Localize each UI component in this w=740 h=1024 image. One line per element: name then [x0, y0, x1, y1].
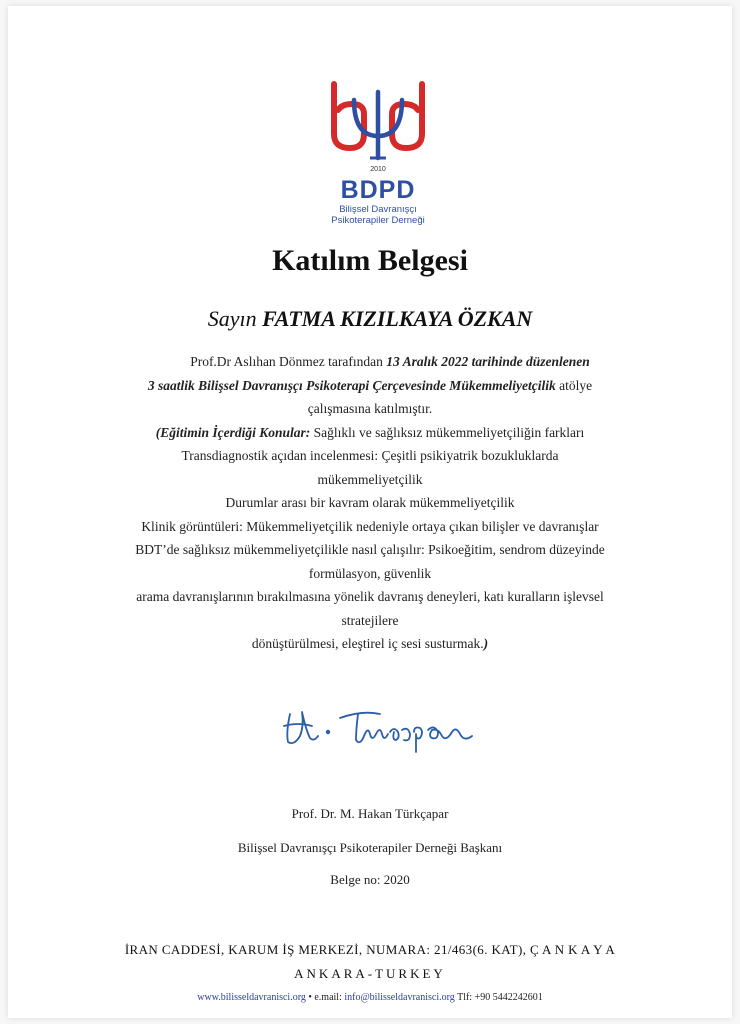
last-topic: dönüştürülmesi, eleştirel iç sesi susturmak.: [251, 636, 484, 651]
signer-role: Bilişsel Davranışçı Psikoterapiler Derneği Başkanı: [237, 840, 503, 855]
body-line-11: arama davranışlarının bırakılmasına yönelik davranış deneyleri, katı kuralların işlevsel: [136, 589, 604, 604]
topics-label: (Eğitimin İçerdiği Konular:: [155, 424, 311, 440]
signature-icon: [276, 696, 496, 756]
body-line-8: Klinik görüntüleri: Mükemmeliyetçilik nedeniyle ortaya çıkan bilişler ve davranışlar: [141, 518, 599, 534]
body-line-5: Transdiagnostik açıdan incelenmesi: Çeşitli psikiyatrik bozukluklarda: [181, 448, 559, 463]
recipient-name: FATMA KIZILKAYA ÖZKAN: [262, 306, 533, 331]
logo-subtitle-line2: Psikoterapiler Derneği: [331, 215, 425, 226]
logo-year: 2010: [370, 166, 386, 173]
event-date: 13 Aralık 2022 tarihinde düzenlenen: [386, 354, 590, 369]
topic-1: Sağlıklı ve sağlıksız mükemmeliyetçiliğin farkları: [310, 424, 585, 440]
body-line-6: mükemmeliyetçilik: [317, 471, 423, 487]
website-link[interactable]: www.bilisseldavranisci.org: [197, 992, 306, 1003]
phone-number: Tlf: +90 5442242601: [454, 992, 543, 1003]
certificate-page: [8, 6, 732, 1018]
body-line-1: [78, 350, 662, 374]
email-label: • e.mail:: [305, 992, 345, 1003]
logo-subtitle-line1: Bilişsel Davranışçı: [339, 204, 417, 215]
logo-abbreviation: BDPD: [340, 176, 416, 204]
document-number: Belge no: 2020: [330, 872, 410, 887]
footer-contact: [8, 992, 732, 1003]
email-link[interactable]: info@bilisseldavranisci.org: [344, 992, 455, 1003]
psi-emblem-icon: [318, 78, 438, 168]
recipient-prefix: Sayın: [207, 306, 257, 331]
body-line-13: [78, 632, 662, 656]
body-line-3: çalışmasına katılmıştır.: [307, 401, 433, 416]
body-line-9: BDT’de sağlıksız mükemmeliyetçilikle nasıl çalışılır: Psikoeğitim, sendrom düzeyinde: [135, 542, 605, 557]
course-title: 3 saatlik Bilişsel Davranışçı Psikoterapi Çerçevesinde Mükemmeliyetçilik: [147, 377, 556, 393]
certificate-title: Katılım Belgesi: [272, 244, 468, 277]
certificate-body: [78, 350, 662, 656]
closing-paren: ): [483, 636, 489, 651]
recipient-line: [8, 306, 732, 332]
workshop-word: atölye: [555, 377, 593, 393]
body-line-12: stratejilere: [341, 612, 399, 628]
body-line-7: Durumlar arası bir kavram olarak mükemmeliyetçilik: [225, 495, 515, 510]
instructor-text: Prof.Dr Aslıhan Dönmez tarafından: [190, 354, 387, 369]
body-line-2: [78, 374, 662, 398]
footer-city: ANKARA-TURKEY: [294, 966, 446, 981]
body-line-4: [78, 421, 662, 445]
body-line-10: formülasyon, güvenlik: [308, 565, 432, 581]
footer-address: İRAN CADDESİ, KARUM İŞ MERKEZİ, NUMARA: 21/463(6. KAT), Ç A N K A Y A: [124, 942, 616, 957]
bdpd-logo: [318, 78, 438, 228]
signer-name: Prof. Dr. M. Hakan Türkçapar: [291, 806, 449, 821]
